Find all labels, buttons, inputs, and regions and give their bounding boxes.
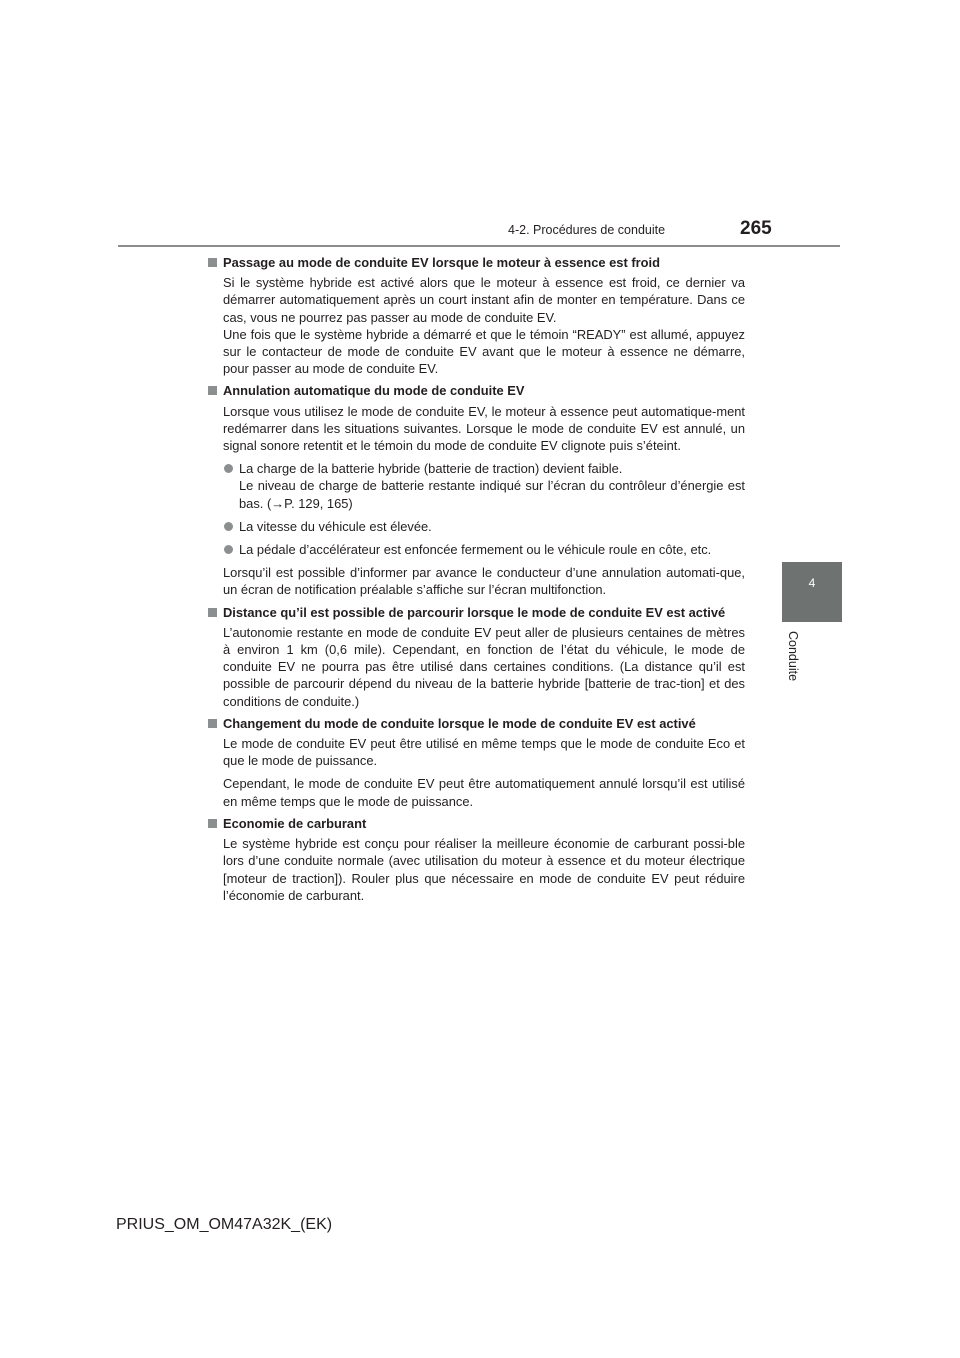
- chapter-tab-label: Conduite: [786, 631, 800, 682]
- section-ev-distance: [208, 604, 745, 710]
- list-item-text: La vitesse du véhicule est élevée.: [239, 518, 432, 534]
- list-item: [208, 460, 745, 512]
- list-item: [208, 541, 745, 558]
- section-title-text: Passage au mode de conduite EV lorsque le moteur à essence est froid: [223, 255, 660, 270]
- paragraph: Lorsqu’il est possible d’informer par avance le conducteur d’une annulation automati-que, un écran de notification préalable s’affiche sur l’écran multifonction.: [223, 565, 745, 598]
- section-title-text: Economie de carburant: [223, 815, 367, 831]
- chapter-tab-label-wrap: [786, 631, 804, 691]
- section-title-text: Annulation automatique du mode de conduite EV: [223, 383, 525, 399]
- chapter-tab-number: 4: [808, 576, 816, 590]
- section-title: [208, 815, 745, 832]
- paragraph: Lorsque vous utilisez le mode de conduite EV, le moteur à essence peut automatique-ment redémarrer dans les situations suivantes. Lorsque le mode de conduite EV est annulé, un signal sonore retentit et le témoin du mode de conduite EV clignote puis s’éteint.: [223, 403, 745, 454]
- square-bullet-icon: [208, 258, 217, 267]
- round-bullet-icon: [224, 522, 233, 531]
- paragraph: Une fois que le système hybride a démarré et que le témoin “READY” est allumé, appuyez sur le contacteur de mode de conduite EV avant que le moteur à essence ne démarre, pour passer au mode de conduite EV.: [223, 326, 745, 377]
- section-title: [208, 254, 745, 271]
- header-divider: [118, 245, 840, 247]
- section-ev-auto-cancel: [208, 382, 745, 598]
- section-fuel-economy: [208, 815, 745, 904]
- square-bullet-icon: [208, 819, 217, 828]
- section-title-text: Changement du mode de conduite lorsque le mode de conduite EV est activé: [223, 715, 696, 731]
- section-ev-mode-change: [208, 715, 745, 810]
- page-number: 265: [740, 218, 772, 239]
- section-title-text: Distance qu’il est possible de parcourir lorsque le mode de conduite EV est activé: [223, 604, 726, 620]
- list-item-text: La pédale d’accélérateur est enfoncée fermement ou le véhicule roule en côte, etc.: [239, 542, 712, 558]
- paragraph: Si le système hybride est activé alors que le moteur à essence est froid, ce dernier va démarrer automatiquement après un court instant afin de monter en température. Dans ce cas, vous ne pourrez pas passer au mode de conduite EV.: [223, 275, 745, 325]
- paragraph: Le mode de conduite EV peut être utilisé en même temps que le mode de conduite Eco et que le mode de puissance.: [223, 736, 745, 769]
- section-title: [208, 382, 745, 399]
- document-code: PRIUS_OM_OM47A32K_(EK): [116, 1216, 333, 1233]
- square-bullet-icon: [208, 719, 217, 728]
- list-item-text: Le niveau de charge de batterie restante indiqué sur l’écran du contrôleur d’énergie est bas. (→P. 129, 165): [239, 478, 745, 511]
- header-section-title: 4-2. Procédures de conduite: [508, 223, 666, 237]
- section-title: [208, 604, 745, 621]
- list-item: [208, 518, 745, 535]
- section-ev-cold-engine: [208, 254, 745, 377]
- paragraph: Le système hybride est conçu pour réaliser la meilleure économie de carburant possi-ble lors d’une conduite normale (avec utilisation du moteur à essence et du moteur électrique [moteur de traction]). Rouler plus que nécessaire en mode de conduite EV peut réduire l’économie de carburant.: [223, 836, 745, 903]
- paragraph: Cependant, le mode de conduite EV peut être automatiquement annulé lorsqu’il est utilisé en même temps que le mode de puissance.: [223, 776, 745, 809]
- chapter-tab: [782, 562, 842, 622]
- list-item-text: La charge de la batterie hybride (batterie de traction) devient faible.: [239, 461, 623, 477]
- main-content: [208, 254, 745, 909]
- paragraph: L’autonomie restante en mode de conduite EV peut aller de plusieurs centaines de mètres à environ 1 km (0,6 mile). Cependant, en fonction de l’état du véhicule, le mode de conduite EV ne pourra pas être utilisé dans certaines conditions. (La distance qu’il est possible de parcourir dépend du niveau de la batterie hybride [batterie de trac-tion] et des conditions de conduite.): [223, 624, 745, 709]
- square-bullet-icon: [208, 608, 217, 617]
- section-title: [208, 715, 745, 732]
- round-bullet-icon: [224, 545, 233, 554]
- square-bullet-icon: [208, 386, 217, 395]
- round-bullet-icon: [224, 464, 233, 473]
